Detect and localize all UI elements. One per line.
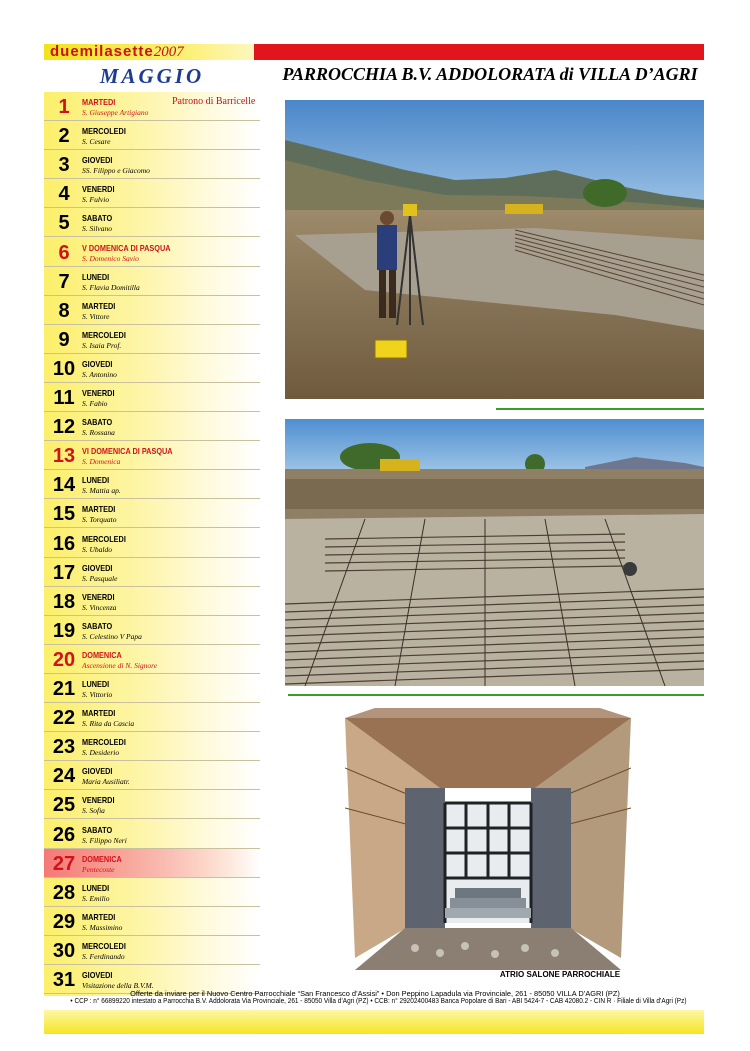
saint-name: Maria Ausiliatr.: [82, 777, 130, 787]
weekday-name: VENERDI: [82, 591, 115, 602]
day-number: 16: [52, 532, 76, 555]
footer-yellow-band: [44, 1010, 704, 1034]
header-red-band: [254, 44, 704, 60]
day-row: [44, 150, 260, 179]
saint-name: SS. Filippo e Giacomo: [82, 166, 150, 176]
green-rule: [288, 694, 704, 696]
saint-name: S. Isaia Prof.: [82, 340, 122, 350]
saint-name: S. Vittorio: [82, 690, 113, 699]
day-number: 11: [53, 387, 75, 409]
day-row: [44, 878, 260, 907]
saint-name: S. Domenica: [82, 457, 121, 467]
weekday-name: VENERDI: [82, 795, 115, 806]
day-number: 27: [52, 852, 76, 875]
day-number: 10: [52, 357, 76, 380]
day-row: [44, 703, 260, 732]
day-number: 20: [52, 648, 76, 671]
day-number: 26: [52, 823, 76, 846]
day-row: [44, 296, 260, 325]
green-rule: [496, 408, 704, 410]
day-number: 1: [58, 96, 70, 118]
day-number: 25: [52, 794, 76, 817]
day-number: 12: [52, 416, 76, 439]
day-number: 29: [52, 910, 76, 933]
day-number: 31: [52, 969, 76, 991]
day-row: [44, 616, 260, 645]
day-number: 21: [52, 678, 76, 700]
day-row: [44, 936, 260, 965]
weekday-name: VENERDI: [82, 388, 115, 398]
weekday-name: V DOMENICA DI PASQUA: [82, 242, 171, 253]
saint-name: S. Antonino: [82, 369, 117, 379]
day-number: 17: [52, 561, 76, 584]
weekday-name: DOMENICA: [82, 853, 122, 864]
day-row: [44, 849, 260, 878]
day-number: 7: [58, 270, 70, 293]
saint-name: S. Domenico Savio: [82, 253, 139, 263]
weekday-name: LUNEDI: [82, 271, 110, 282]
saint-name: S. Cesare: [82, 137, 111, 147]
day-row: [44, 92, 260, 121]
day-row: [44, 499, 260, 528]
day-number: 19: [52, 619, 76, 642]
day-row: [44, 587, 260, 616]
day-row: [44, 470, 260, 499]
day-row: [44, 790, 260, 819]
weekday-name: SABATO: [82, 417, 113, 428]
day-row: [44, 238, 260, 267]
construction-photo-surveyor: [285, 100, 704, 399]
day-row: [44, 179, 260, 208]
day-number: 2: [58, 125, 70, 148]
saint-name: S. Pasquale: [82, 573, 118, 583]
day-row: [44, 558, 260, 587]
day-number: 13: [52, 445, 76, 468]
month-title: MAGGIO: [99, 64, 205, 88]
day-row: [44, 354, 260, 383]
saint-name: Ascensione di N. Signore: [82, 660, 158, 670]
saint-name: S. Flavia Domitilla: [82, 282, 140, 292]
saint-name: S. Rita da Cascia: [82, 719, 135, 729]
saint-name: S. Desiderio: [82, 748, 120, 758]
footer-bank-line: • CCP : n° 66899220 intestato a Parrocchia B.V. Addolorata Via Provinciale, 261 - 85050 Villa d’Agri (PZ) • CCB: n° 29202400483 Banca Popolare di Bari - ABI 5424-7 - CAB 42080.2 - CIN R · Filiale di Villa d’Agri (Pz): [70, 998, 687, 1005]
day-number: 4: [58, 183, 70, 206]
day-number: 15: [52, 503, 76, 526]
day-number: 9: [58, 328, 70, 351]
weekday-name: MARTEDI: [82, 504, 116, 515]
day-row: [44, 820, 260, 849]
drawing-caption: ATRIO SALONE PARROCHIALE: [499, 970, 621, 979]
weekday-name: MERCOLEDI: [82, 737, 126, 748]
weekday-name: MARTEDI: [82, 97, 116, 107]
day-row: [44, 208, 260, 237]
footer-offer-line: Offerte da inviare per il Nuovo Centro Parrocchiale “San Francesco d’Assisi” • Don Peppino Lapadula via Provinciale, 261 - 85050 VILLA D’AGRI (PZ): [130, 989, 620, 998]
saint-name: S. Fabio: [82, 399, 108, 408]
brand-year: 2007: [153, 44, 184, 60]
saint-name: S. Mattia ap.: [82, 486, 121, 496]
weekday-name: LUNEDI: [82, 679, 110, 689]
atrium-drawing: [345, 708, 631, 970]
day-number: 5: [58, 212, 70, 235]
weekday-name: MERCOLEDI: [82, 940, 126, 951]
saint-name: S. Silvano: [82, 224, 112, 234]
day-row: [44, 121, 260, 150]
weekday-name: GIOVEDI: [82, 155, 113, 166]
day-row: [44, 907, 260, 936]
weekday-name: MERCOLEDI: [82, 329, 126, 340]
brand-word: duemilasette: [50, 43, 154, 60]
weekday-name: MARTEDI: [82, 708, 116, 719]
weekday-name: LUNEDI: [82, 475, 110, 486]
day-number: 14: [52, 474, 76, 497]
day-number: 30: [52, 939, 76, 962]
day-row: [44, 383, 260, 412]
day-number: 8: [58, 299, 70, 322]
day-row: [44, 529, 260, 558]
weekday-name: MARTEDI: [82, 300, 116, 311]
weekday-name: SABATO: [82, 620, 113, 631]
saint-name: S. Celestino V Papa: [82, 631, 142, 641]
weekday-name: MERCOLEDI: [82, 533, 126, 544]
weekday-name: GIOVEDI: [82, 970, 113, 980]
saint-name: S. Vittore: [82, 311, 110, 321]
weekday-name: DOMENICA: [82, 649, 122, 660]
saint-name: S. Torquato: [82, 515, 117, 525]
weekday-name: GIOVEDI: [82, 358, 113, 369]
saint-name: S. Emilio: [82, 893, 110, 903]
weekday-name: MARTEDI: [82, 911, 116, 922]
weekday-name: GIOVEDI: [82, 562, 113, 573]
weekday-name: GIOVEDI: [82, 766, 113, 777]
weekday-name: VI DOMENICA DI PASQUA: [82, 446, 173, 457]
calendar-column: [44, 92, 260, 996]
saint-name: S. Vincenza: [82, 602, 117, 612]
day-row: [44, 732, 260, 761]
day-row: [44, 674, 260, 703]
saint-name: S. Filippo Neri: [82, 835, 127, 845]
weekday-name: SABATO: [82, 824, 113, 835]
parish-title: PARROCCHIA B.V. ADDOLORATA di VILLA D’AGRI: [282, 64, 698, 84]
weekday-name: LUNEDI: [82, 882, 110, 893]
saint-name: Visitazione della B.V.M.: [82, 981, 154, 990]
saint-name: S. Ferdinando: [82, 951, 125, 961]
day-number: 24: [52, 765, 76, 788]
saint-name: Pentecoste: [82, 864, 115, 874]
saint-name: S. Giuseppe Artigiano: [82, 108, 149, 117]
day-row: [44, 325, 260, 354]
construction-photo-rebar: [285, 419, 704, 686]
day-number: 3: [58, 154, 70, 177]
day-note: Patrono di Barricelle: [172, 96, 256, 107]
day-number: 23: [52, 736, 76, 759]
weekday-name: SABATO: [82, 213, 113, 224]
weekday-name: MERCOLEDI: [82, 126, 126, 137]
day-number: 18: [52, 590, 76, 613]
day-number: 6: [58, 241, 70, 264]
day-row: [44, 441, 260, 470]
brand-title: [50, 43, 184, 61]
day-number: 22: [52, 707, 76, 730]
day-row: [44, 267, 260, 296]
day-row: [44, 412, 260, 441]
saint-name: S. Sofia: [82, 806, 105, 816]
saint-name: S. Fulvio: [82, 195, 110, 205]
weekday-name: VENERDI: [82, 184, 115, 195]
saint-name: S. Massimino: [82, 922, 123, 932]
saint-name: S. Ubaldo: [82, 544, 112, 554]
day-row: [44, 645, 260, 674]
saint-name: S. Rossana: [82, 428, 115, 438]
day-number: 28: [52, 881, 76, 904]
day-row: [44, 761, 260, 790]
